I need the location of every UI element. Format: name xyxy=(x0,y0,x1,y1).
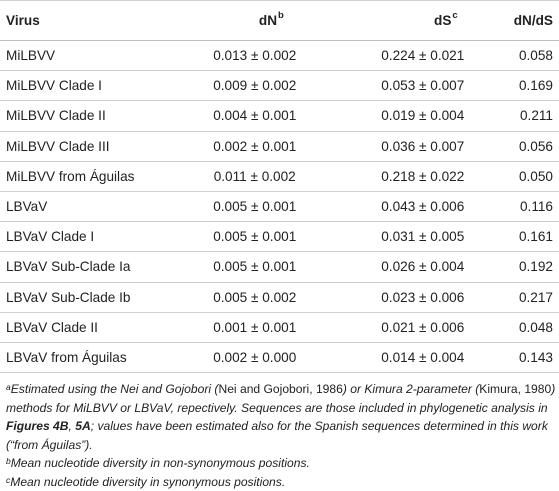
cell-dn: 0.005 ± 0.001 xyxy=(178,252,332,282)
cell-ds: 0.031 ± 0.005 xyxy=(332,222,514,252)
table-row xyxy=(0,131,559,161)
header-ds-label: dS xyxy=(434,13,451,28)
cell-dn: 0.002 ± 0.001 xyxy=(178,131,332,161)
cell-ds: 0.224 ± 0.021 xyxy=(332,41,514,71)
cell-ratio: 0.211 xyxy=(514,101,559,131)
cell-dn: 0.002 ± 0.000 xyxy=(178,342,332,372)
table-row xyxy=(0,312,559,342)
footnote-a-text-4: ; values have been estimated also for the Spanish sequences determined in this work (“from Águilas”). xyxy=(6,419,548,452)
cell-ratio: 0.169 xyxy=(514,71,559,101)
table-row xyxy=(0,71,559,101)
header-ds-footnote-mark: c xyxy=(452,10,457,21)
table-row xyxy=(0,161,559,191)
footnote-a-text-1: Estimated using the Nei and Gojobori ( xyxy=(11,382,219,396)
cell-ratio: 0.050 xyxy=(514,161,559,191)
cell-virus: MiLBVV xyxy=(0,41,178,71)
cell-virus: LBVaV from Águilas xyxy=(0,342,178,372)
cell-virus: LBVaV Clade I xyxy=(0,222,178,252)
cell-ds: 0.021 ± 0.006 xyxy=(332,312,514,342)
cell-virus: MiLBVV Clade I xyxy=(0,71,178,101)
footnote-a-figures: Figures 4B xyxy=(6,419,69,433)
cell-virus: LBVaV Sub-Clade Ia xyxy=(0,252,178,282)
footnote-a xyxy=(6,380,558,454)
cell-ds: 0.026 ± 0.004 xyxy=(332,252,514,282)
footnote-c-mark: c xyxy=(6,475,10,485)
cell-dn: 0.005 ± 0.002 xyxy=(178,282,332,312)
table-row xyxy=(0,101,559,131)
cell-ratio: 0.217 xyxy=(514,282,559,312)
header-virus: Virus xyxy=(0,1,178,41)
table-header xyxy=(0,1,559,41)
cell-virus: LBVaV Clade II xyxy=(0,312,178,342)
cell-dn: 0.011 ± 0.002 xyxy=(178,161,332,191)
cell-dn: 0.009 ± 0.002 xyxy=(178,71,332,101)
header-dn-label: dN xyxy=(259,13,277,28)
cell-ds: 0.023 ± 0.006 xyxy=(332,282,514,312)
cell-dn: 0.005 ± 0.001 xyxy=(178,222,332,252)
table-row xyxy=(0,41,559,71)
cell-ratio: 0.192 xyxy=(514,252,559,282)
cell-ratio: 0.058 xyxy=(514,41,559,71)
cell-ds: 0.043 ± 0.006 xyxy=(332,191,514,221)
cell-dn: 0.004 ± 0.001 xyxy=(178,101,332,131)
cell-ds: 0.014 ± 0.004 xyxy=(332,342,514,372)
cell-dn: 0.013 ± 0.002 xyxy=(178,41,332,71)
footnote-a-mark: a xyxy=(6,382,11,392)
cell-ds: 0.053 ± 0.007 xyxy=(332,71,514,101)
footnote-c-text: Mean nucleotide diversity in synonymous positions. xyxy=(10,475,285,489)
cell-virus: LBVaV xyxy=(0,191,178,221)
cell-ds: 0.218 ± 0.022 xyxy=(332,161,514,191)
header-dn-footnote-mark: b xyxy=(278,10,284,21)
cell-ratio: 0.161 xyxy=(514,222,559,252)
header-ratio: dN/dS xyxy=(514,1,559,41)
footnote-a-ref-kimura: Kimura, 1980 xyxy=(479,382,551,396)
table-row xyxy=(0,342,559,372)
footnote-a-figures-2: 5A xyxy=(75,419,90,433)
footnote-a-sep: , xyxy=(69,419,76,433)
footnote-b-mark: b xyxy=(6,456,11,466)
footnote-b-text: Mean nucleotide diversity in non-synonymous positions. xyxy=(11,456,310,470)
table-body xyxy=(0,41,559,373)
cell-virus: MiLBVV Clade III xyxy=(0,131,178,161)
cell-ratio: 0.143 xyxy=(514,342,559,372)
table-row xyxy=(0,282,559,312)
cell-dn: 0.005 ± 0.001 xyxy=(178,191,332,221)
footnote-a-text-3: ) methods for MiLBVV or LBVaV, repectively. Sequences are those included in phylogenetic analysis in xyxy=(6,382,555,415)
header-ds xyxy=(332,1,514,41)
cell-ratio: 0.048 xyxy=(514,312,559,342)
table-row xyxy=(0,252,559,282)
footnote-a-text-2: ) or Kimura 2-parameter ( xyxy=(343,382,479,396)
cell-dn: 0.001 ± 0.001 xyxy=(178,312,332,342)
cell-virus: MiLBVV Clade II xyxy=(0,101,178,131)
cell-ds: 0.019 ± 0.004 xyxy=(332,101,514,131)
table-row xyxy=(0,191,559,221)
table-row xyxy=(0,222,559,252)
cell-ds: 0.036 ± 0.007 xyxy=(332,131,514,161)
cell-ratio: 0.056 xyxy=(514,131,559,161)
footnotes xyxy=(6,380,558,491)
footnote-b xyxy=(6,454,558,473)
footnote-a-ref-nei-gojobori: Nei and Gojobori, 1986 xyxy=(218,382,342,396)
header-dn xyxy=(178,1,332,41)
header-row xyxy=(0,1,559,41)
cell-virus: LBVaV Sub-Clade Ib xyxy=(0,282,178,312)
cell-ratio: 0.116 xyxy=(514,191,559,221)
cell-virus: MiLBVV from Águilas xyxy=(0,161,178,191)
